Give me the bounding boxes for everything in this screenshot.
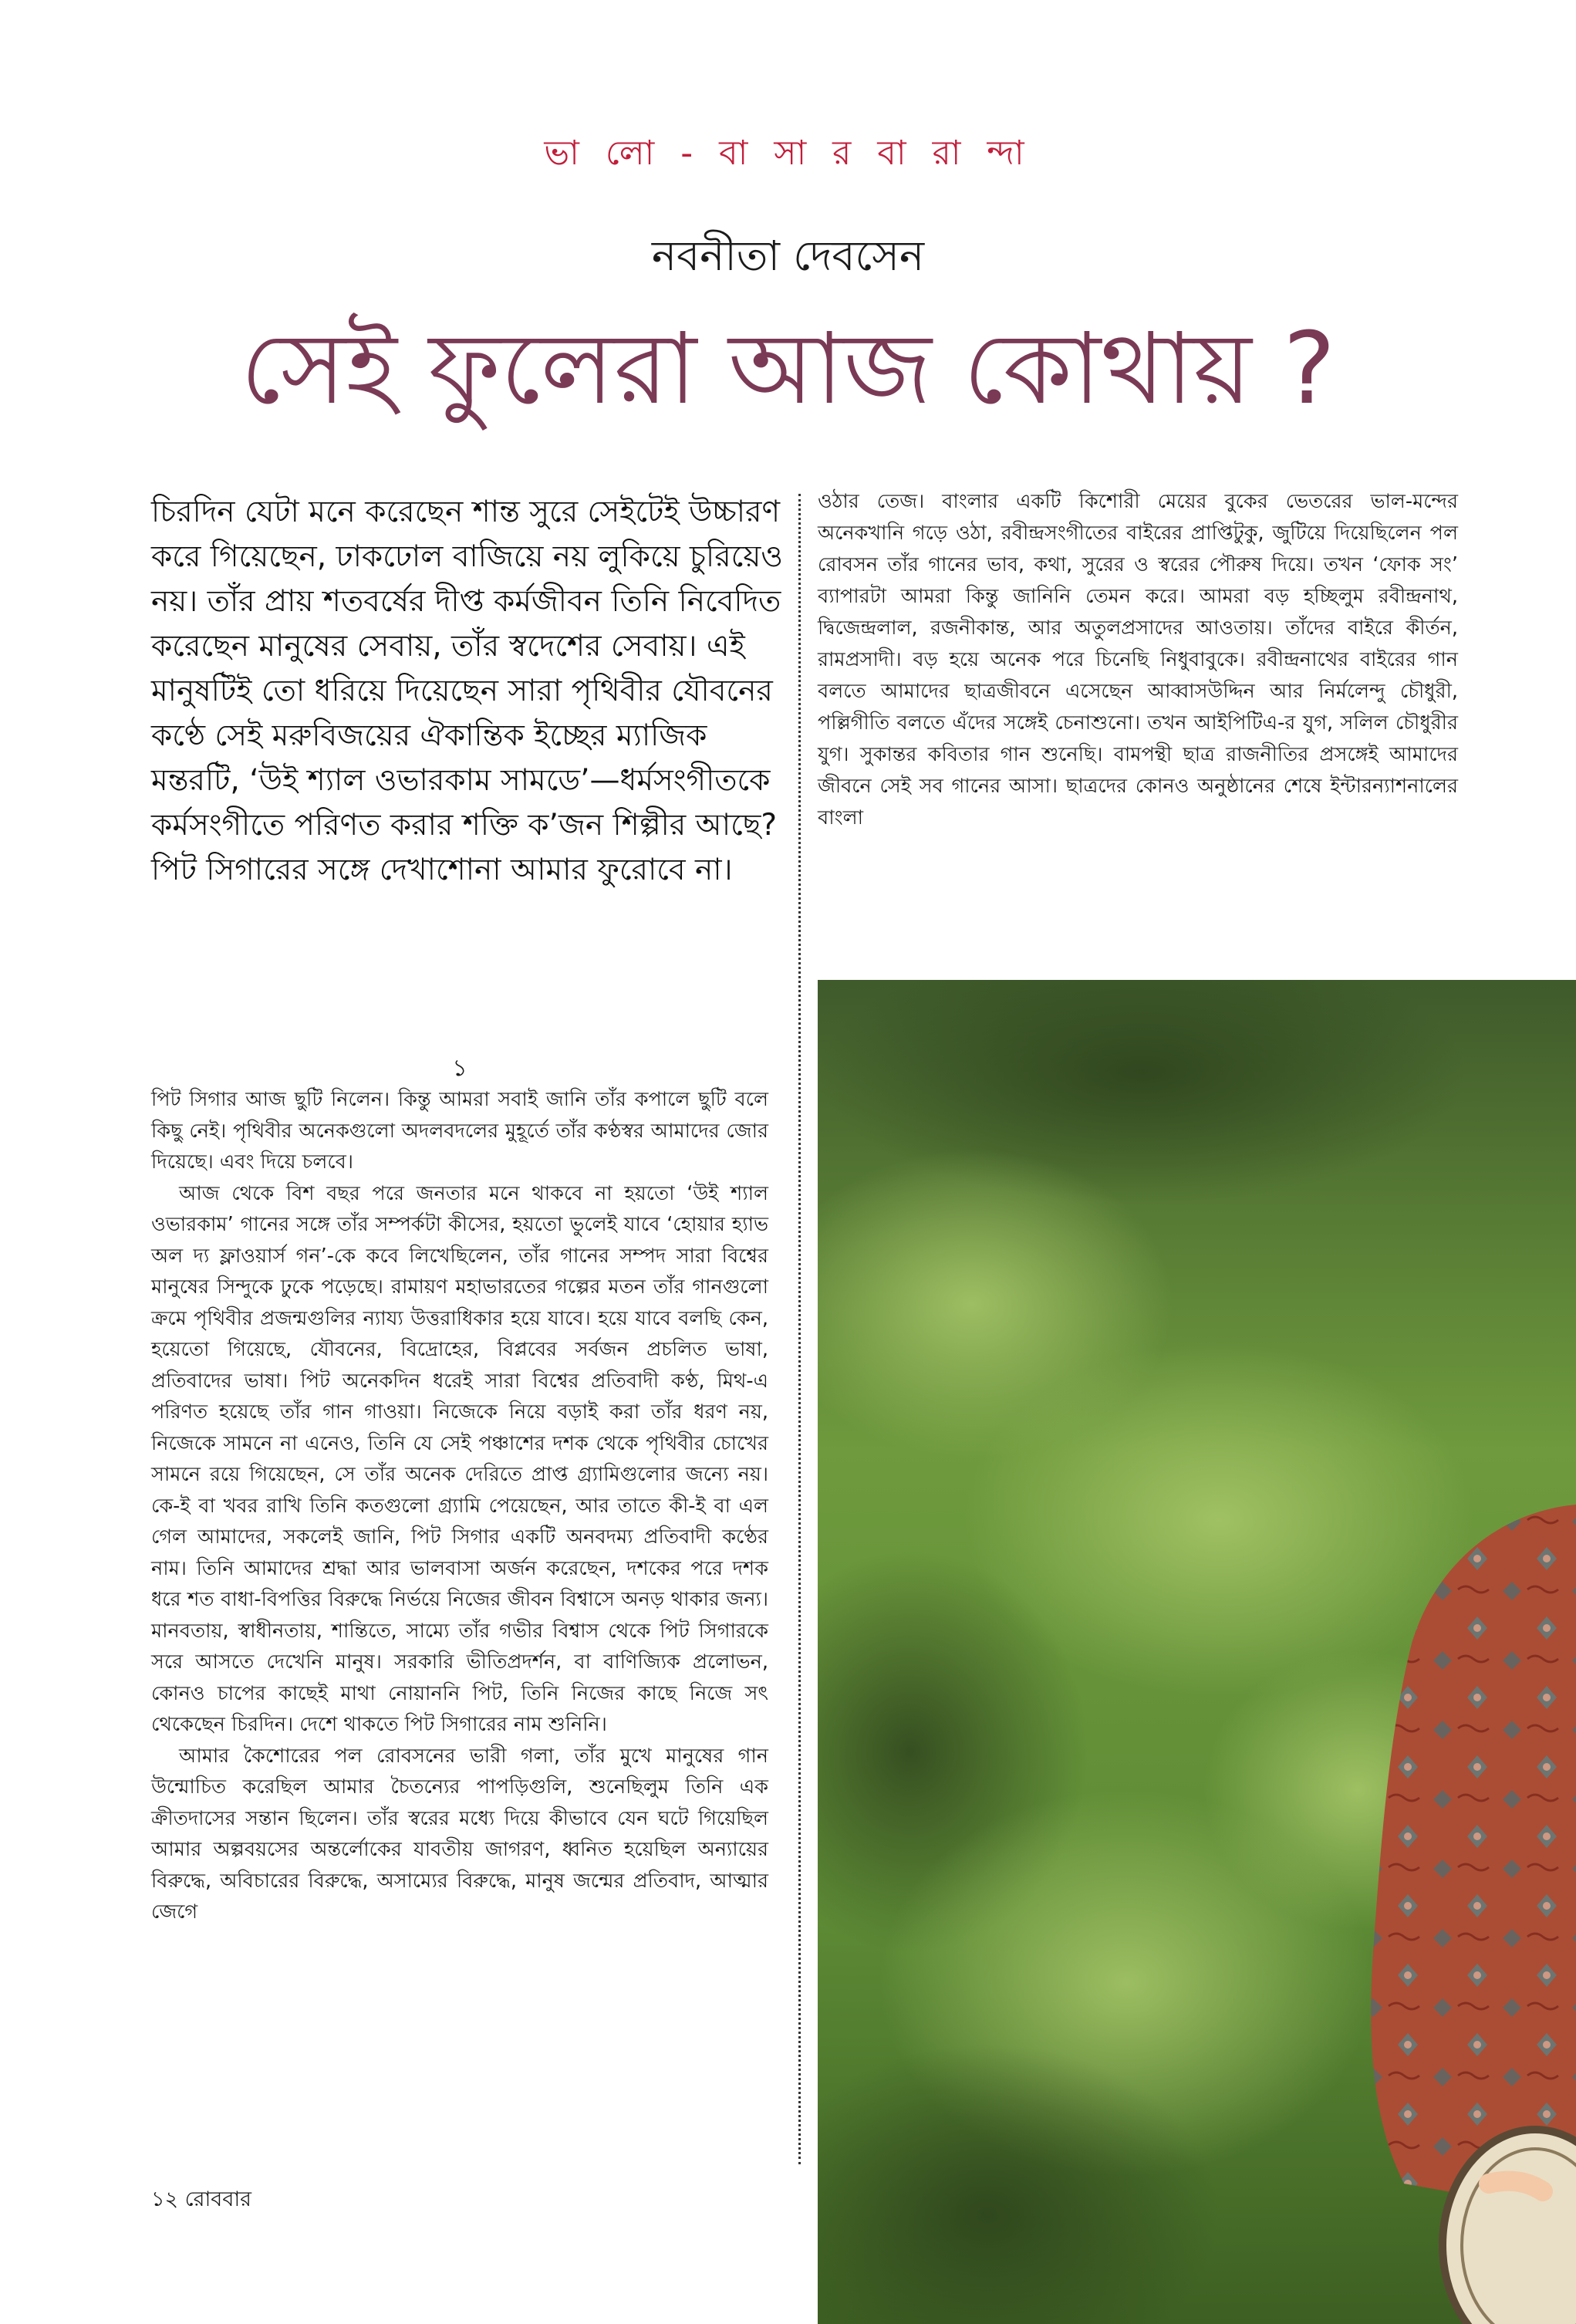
body-paragraph: আমার কৈশোরের পল রোবসনের ভারী গলা, তাঁর মুখে মানুষের গান উন্মোচিত করেছিল আমার চৈতন্যের পাপড়িগুলি, শুনেছিলুম তিনি এক ক্রীতদাসের সন্তান ছিলেন। তাঁর স্বরের মধ্যে দিয়ে কীভাবে যেন ঘটে গিয়েছিল আমার অল্পবয়সের অন্তর্লোকের যাবতীয় জাগরণ, ধ্বনিত হয়েছিল অন্যায়ের বিরুদ্ধে, অবিচারের বিরুদ্ধে, অসাম্যের বিরুদ্ধে, মানুষ জন্মের প্রতিবাদ, আত্মার জেগে — [151, 1744, 768, 1924]
body-paragraph: পিট সিগার আজ ছুটি নিলেন। কিন্তু আমরা সবাই জানি তাঁর কপালে ছুটি বলে কিছু নেই। পৃথিবীর অনেকগুলো অদলবদলের মুহূর্তে তাঁর কণ্ঠস্বর আমাদের জোর দিয়েছে। এবং দিয়ে চলবে। — [151, 1088, 768, 1174]
headline: সেই ফুলেরা আজ কোথায় ? — [240, 312, 1336, 427]
photo-illustration — [818, 980, 1576, 2324]
body-paragraph: আজ থেকে বিশ বছর পরে জনতার মনে থাকবে না হয়তো ‘উই শ্যাল ওভারকাম’ গানের সঙ্গে তাঁর সম্পর্কটা কীসের, হয়তো ভুলেই যাবে ‘হোয়ার হ্যাভ অল দ্য ফ্লাওয়ার্স গন’-কে কবে লিখেছিলেন, তাঁর গানের সম্পদ সারা বিশ্বের মানুষের সিন্দুকে ঢুকে পড়েছে। রামায়ণ মহাভারতের গল্পের মতন তাঁর গানগুলো ক্রমে পৃথিবীর প্রজন্মগুলির ন্যায্য উত্তরাধিকার হয়ে যাবে। হয়ে যাবে বলছি কেন, হয়েতো গিয়েছে, যৌবনের, বিদ্রোহের, বিপ্লবের সর্বজন প্রচলিত ভাষা, প্রতিবাদের ভাষা। পিট অনেকদিন ধরেই সারা বিশ্বের প্রতিবাদী কণ্ঠ, মিথ-এ পরিণত হয়েছে তাঁর গান গাওয়া। নিজেকে নিয়ে বড়াই করা তাঁর ধরণ নয়, নিজেকে সামনে না এনেও, তিনি যে সেই পঞ্চাশের দশক থেকে পৃথিবীর চোখের সামনে রয়ে গিয়েছেন, সে তাঁর অনেক দেরিতে প্রাপ্ত গ্র্যামিগুলোর জন্যে নয়। কে-ই বা খবর রাখি তিনি কতগুলো গ্র্যামি পেয়েছেন, আর তাতে কী-ই বা এল গেল আমাদের, সকলেই জানি, পিট সিগার একটি অনবদম্য প্রতিবাদী কণ্ঠের নাম। তিনি আমাদের শ্রদ্ধা আর ভালবাসা অর্জন করেছেন, দশকের পরে দশক ধরে শত বাধা-বিপত্তির বিরুদ্ধে নির্ভয়ে নিজের জীবন বিশ্বাসে অনড় থাকার জন্য। মানবতায়, স্বাধীনতায়, শান্তিতে, সাম্যে তাঁর গভীর বিশ্বাস থেকে পিট সিগারকে সরে আসতে দেখেনি মানুষ। সরকারি ভীতিপ্রদর্শন, বা বাণিজ্যিক প্রলোভন, কোনও চাপের কাছেই মাথা নোয়াননি পিট, তিনি নিজের কাছে নিজে সৎ থেকেছেন চিরদিন। দেশে থাকতে পিট সিগারের নাম শুনিনি। — [151, 1181, 768, 1736]
column-divider — [798, 494, 801, 2164]
singer-photo — [818, 980, 1576, 2324]
page-footer: ১২ রোববার — [151, 2187, 252, 2211]
author-name: নবনীতা দেবসেন — [651, 231, 925, 280]
body-column-left — [151, 1084, 768, 1928]
section-tag: ভা লো - বা সা র বা রা ন্দা — [544, 133, 1032, 173]
body-column-right — [818, 486, 1458, 834]
section-number: ১ — [452, 1055, 467, 1082]
body-paragraph: ওঠার তেজ। বাংলার একটি কিশোরী মেয়ের বুকের ভেতরের ভাল-মন্দের অনেকখানি গড়ে ওঠা, রবীন্দ্রসংগীতের বাইরের প্রাপ্তিটুকু, জুটিয়ে দিয়েছিলেন পল রোবসন তাঁর গানের ভাব, কথা, সুরের ও স্বরের পৌরুষ দিয়ে। তখন ‘ফোক সং’ ব্যাপারটা আমরা কিন্তু জানিনি তেমন করে। আমরা বড় হচ্ছিলুম রবীন্দ্রনাথ, দ্বিজেন্দ্রলাল, রজনীকান্ত, আর অতুলপ্রসাদের আওতায়। তাঁদের বাইরে কীর্তন, রামপ্রসাদী। বড় হয়ে অনেক পরে চিনেছি নিধুবাবুকে। রবীন্দ্রনাথের বাইরের গান বলতে আমাদের ছাত্রজীবনে এসেছেন আব্বাসউদ্দিন আর নির্মলেন্দু চৌধুরী, পল্লিগীতি বলতে এঁদের সঙ্গেই চেনাশুনো। তখন আইপিটিএ-র যুগ, সলিল চৌধুরীর যুগ। সুকান্তর কবিতার গান শুনেছি। বামপন্থী ছাত্র রাজনীতির প্রসঙ্গেই আমাদের জীবনে সেই সব গানের আসা। ছাত্রদের কোনও অনুষ্ঠানের শেষে ইন্টারন্যাশনালের বাংলা — [818, 490, 1458, 829]
intro-paragraph: চিরদিন যেটা মনে করেছেন শান্ত সুরে সেইটেই উচ্চারণ করে গিয়েছেন, ঢাকঢোল বাজিয়ে নয় লুকিয়ে চুরিয়েও নয়। তাঁর প্রায় শতবর্ষের দীপ্ত কর্মজীবন তিনি নিবেদিত করেছেন মানুষের সেবায়, তাঁর স্বদেশের সেবায়। এই মানুষটিই তো ধরিয়ে দিয়েছেন সারা পৃথিবীর যৌবনের কণ্ঠে সেই মরুবিজয়ের ঐকান্তিক ইচ্ছের ম্যাজিক মন্তরটি, ‘উই শ্যাল ওভারকাম সামডে’—ধর্মসংগীতকে কর্মসংগীতে পরিণত করার শক্তি ক’জন শিল্পীর আছে? পিট সিগারের সঙ্গে দেখাশোনা আমার ফুরোবে না। — [151, 495, 784, 887]
